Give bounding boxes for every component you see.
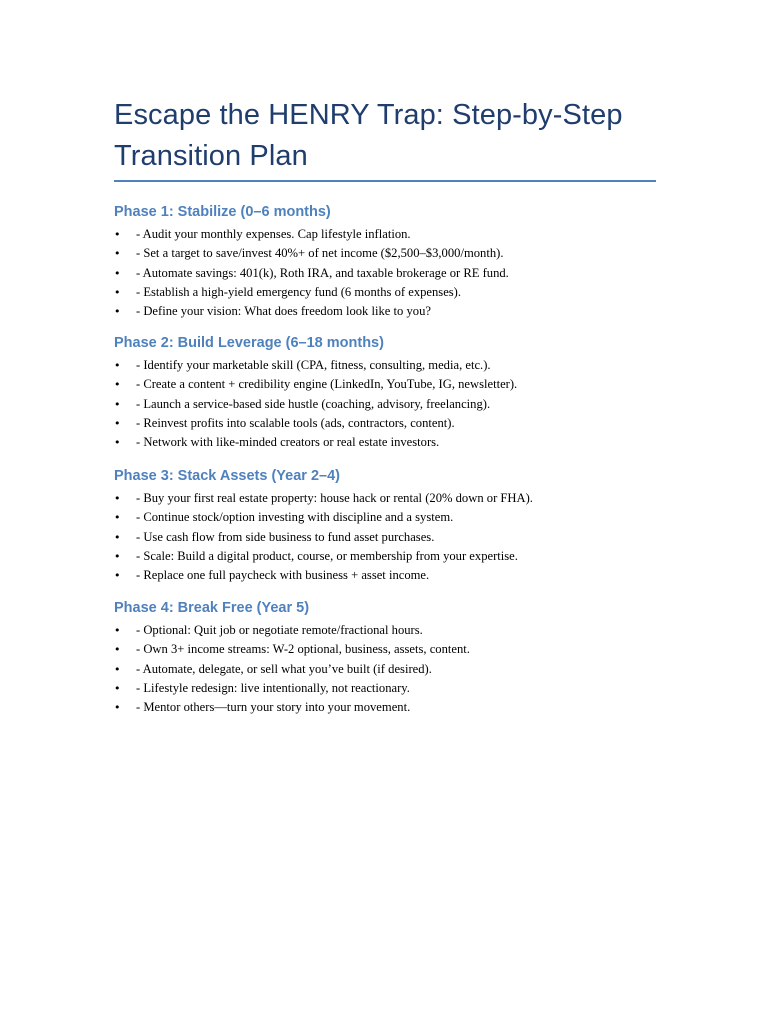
bullet-icon: • bbox=[114, 305, 121, 319]
bullet-icon: • bbox=[114, 397, 121, 411]
bullet-icon: • bbox=[114, 549, 121, 563]
bullet-icon: • bbox=[114, 228, 121, 241]
bullet-list bbox=[114, 356, 674, 452]
bullet-icon: • bbox=[114, 378, 121, 392]
list-item bbox=[114, 244, 674, 263]
list-item-text: - Audit your monthly expenses. Cap lifestyle inflation. bbox=[136, 227, 411, 241]
list-item-text: - Create a content + credibility engine (LinkedIn, YouTube, IG, newsletter). bbox=[136, 377, 518, 392]
bullet-icon: • bbox=[114, 359, 121, 372]
section-heading: Phase 2: Build Leverage (6–18 months) bbox=[114, 335, 384, 351]
list-item-text: - Launch a service-based side hustle (coaching, advisory, freelancing). bbox=[136, 396, 491, 411]
list-item bbox=[114, 283, 674, 302]
list-item bbox=[114, 621, 674, 640]
list-item bbox=[114, 660, 674, 679]
list-item-text: - Own 3+ income streams: W-2 optional, business, assets, content. bbox=[136, 642, 470, 657]
bullet-list bbox=[114, 225, 674, 321]
list-item-text: - Lifestyle redesign: live intentionally, not reactionary. bbox=[136, 680, 410, 695]
bullet-list bbox=[114, 621, 674, 717]
section-heading: Phase 4: Break Free (Year 5) bbox=[114, 600, 310, 616]
bullet-icon: • bbox=[114, 681, 121, 695]
bullet-icon: • bbox=[114, 701, 121, 715]
section-heading: Phase 1: Stabilize (0–6 months) bbox=[114, 204, 331, 220]
list-item bbox=[114, 264, 674, 283]
section-heading: Phase 3: Stack Assets (Year 2–4) bbox=[114, 468, 340, 484]
bullet-icon: • bbox=[114, 436, 121, 450]
list-item bbox=[114, 414, 674, 433]
list-item bbox=[114, 528, 674, 547]
list-item-text: - Scale: Build a digital product, course, or membership from your expertise. bbox=[136, 548, 518, 563]
bullet-icon: • bbox=[114, 416, 121, 430]
title-underline-rule bbox=[114, 180, 656, 182]
list-item-text: - Automate savings: 401(k), Roth IRA, and taxable brokerage or RE fund. bbox=[136, 265, 509, 280]
list-item-text: - Establish a high-yield emergency fund (6 months of expenses). bbox=[136, 284, 462, 299]
bullet-icon: • bbox=[114, 247, 121, 261]
list-item bbox=[114, 679, 674, 698]
list-item bbox=[114, 356, 674, 375]
title-block bbox=[114, 95, 656, 177]
list-item bbox=[114, 508, 674, 527]
page-title: Escape the HENRY Trap: Step-by-Step Transition Plan bbox=[114, 99, 623, 172]
list-item bbox=[114, 433, 674, 452]
bullet-icon: • bbox=[114, 266, 121, 280]
list-item-text: - Continue stock/option investing with discipline and a system. bbox=[136, 510, 454, 525]
section-phase-4 bbox=[114, 598, 674, 717]
list-item-text: - Identify your marketable skill (CPA, fitness, consulting, media, etc.). bbox=[136, 358, 491, 372]
list-item bbox=[114, 489, 674, 508]
bullet-icon: • bbox=[114, 285, 121, 299]
list-item-text: - Mentor others—turn your story into your movement. bbox=[136, 700, 411, 715]
list-item bbox=[114, 395, 674, 414]
section-phase-3 bbox=[114, 466, 674, 585]
list-item bbox=[114, 640, 674, 659]
list-item-text: - Buy your first real estate property: house hack or rental (20% down or FHA). bbox=[136, 491, 533, 505]
bullet-icon: • bbox=[114, 492, 121, 505]
list-item bbox=[114, 698, 674, 717]
list-item-text: - Network with like-minded creators or real estate investors. bbox=[136, 435, 440, 450]
section-phase-2 bbox=[114, 333, 674, 452]
list-item-text: - Define your vision: What does freedom look like to you? bbox=[136, 304, 431, 319]
bullet-icon: • bbox=[114, 643, 121, 657]
bullet-icon: • bbox=[114, 569, 121, 583]
bullet-icon: • bbox=[114, 511, 121, 525]
list-item bbox=[114, 375, 674, 394]
list-item-text: - Optional: Quit job or negotiate remote/fractional hours. bbox=[136, 623, 423, 637]
list-item-text: - Set a target to save/invest 40%+ of net income ($2,500–$3,000/month). bbox=[136, 246, 504, 261]
list-item-text: - Reinvest profits into scalable tools (ads, contractors, content). bbox=[136, 415, 455, 430]
list-item bbox=[114, 566, 674, 585]
bullet-icon: • bbox=[114, 530, 121, 544]
section-phase-1 bbox=[114, 202, 674, 321]
bullet-list bbox=[114, 489, 674, 585]
list-item bbox=[114, 302, 674, 321]
list-item-text: - Replace one full paycheck with business + asset income. bbox=[136, 568, 430, 583]
list-item-text: - Automate, delegate, or sell what you’ve built (if desired). bbox=[136, 661, 432, 676]
bullet-icon: • bbox=[114, 624, 121, 637]
list-item bbox=[114, 225, 674, 244]
list-item bbox=[114, 547, 674, 566]
list-item-text: - Use cash flow from side business to fund asset purchases. bbox=[136, 529, 435, 544]
bullet-icon: • bbox=[114, 662, 121, 676]
